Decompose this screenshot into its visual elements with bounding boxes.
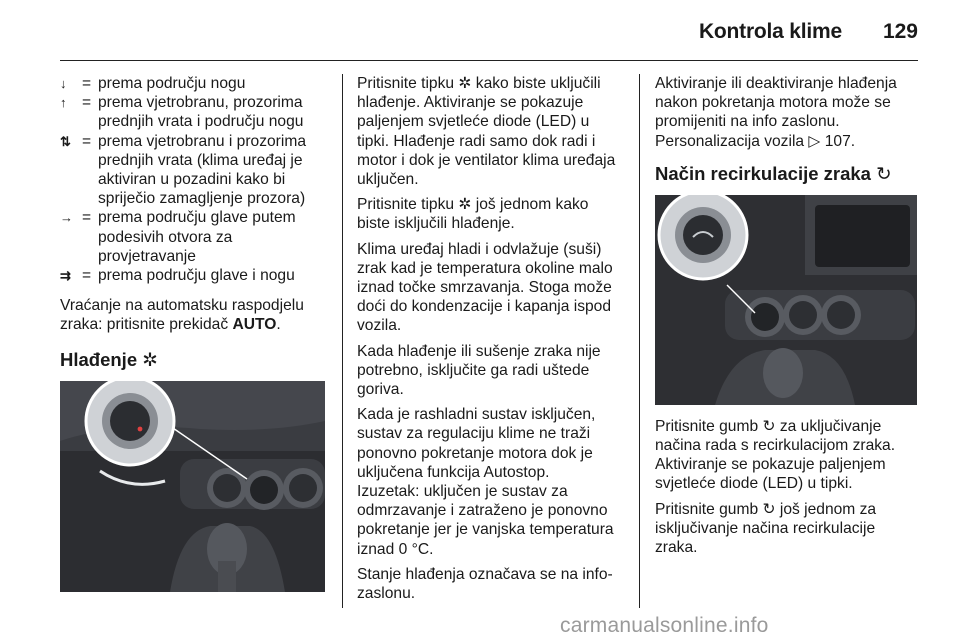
recirculation-panel-photo: [655, 195, 917, 405]
exception-paragraph: Izuzetak: uključen je sustav za odmrzavanje i zatraženo je ponovno pokretanje jer je vanjska temperatura iznad 0 °C.: [357, 483, 614, 558]
recirculation-panel-illustration: [655, 195, 917, 405]
personalization-link[interactable]: Personalizacija vozila ▷ 107.: [655, 132, 856, 150]
dehumidify-paragraph: Klima uređaj hladi i odvlažuje (suši) zrak kad je temperatura okoline malo iznad točke smrzavanja. Stoga može doći do kondenzacije i kapanja ispod vozila.: [357, 240, 613, 335]
head-vent-icon: →: [60, 210, 73, 226]
activation-paragraph: Aktiviranje ili deaktiviranje hlađenja nakon pokretanja motora može se promijeniti na info zaslonu.: [655, 75, 897, 131]
column-right: [655, 74, 915, 563]
column-middle: [357, 74, 623, 609]
definition-text: prema vjetrobranu, prozorima prednjih vrata i području nogu: [98, 94, 304, 131]
autostop-paragraph: Kada je rashladni sustav isključen, sustav za regulaciju klime ne traži ponovno pokretanje motora dok je uključena funkcija Autostop.: [357, 406, 596, 481]
definition-text: prema području glave i nogu: [98, 267, 295, 285]
recirculation-icon: ↻: [876, 162, 892, 184]
recirculation-off-paragraph: Pritisnite gumb ↻ još jednom za isključivanje načina recirkulacije zraka.: [655, 500, 877, 557]
cooling-status-paragraph: Stanje hlađenja označava se na info-zaslonu.: [357, 565, 613, 603]
head-floor-vent-icon: ⇉: [60, 268, 71, 284]
equals-sign: =: [82, 75, 92, 92]
windshield-vent-icon: ↑: [60, 95, 67, 111]
page-header: [0, 0, 960, 62]
equals-sign: =: [82, 267, 92, 285]
definition-item: [60, 74, 325, 93]
definition-text: prema vjetrobranu i prozorima prednjih vrata (klima uređaj je aktiviran u pozadini kako bi spriječio zamagljenje prozora): [98, 132, 307, 208]
cooling-heading: [60, 349, 325, 371]
auto-switch-label: AUTO: [232, 316, 277, 334]
snowflake-icon: ✲: [142, 348, 158, 370]
cooling-on-paragraph: Pritisnite tipku ✲ kako biste uključili hlađenje. Aktiviranje se pokazuje paljenjem svjetleće diode (LED) u tipki. Hlađenje radi samo dok radi i motor i dok je ventilator klima uređaja uključen.: [357, 75, 616, 189]
page-number: 129: [882, 20, 918, 43]
cooling-off-paragraph: Pritisnite tipku ✲ još jednom kako biste isključili hlađenje.: [357, 196, 589, 233]
recirculation-on-paragraph: Pritisnite gumb ↻ za uključivanje načina rada s recirkulacijom zraka. Aktiviranje se pokazuje paljenjem svjetleće diode (LED) u tipki.: [655, 417, 896, 493]
windshield-defrost-icon: ⇅: [60, 133, 71, 149]
definition-text: prema području glave putem podesivih otvora za provjetravanje: [98, 209, 296, 265]
definition-item: [60, 266, 325, 285]
definition-item: [60, 208, 325, 266]
equals-sign: =: [82, 132, 92, 150]
fuel-saving-paragraph: Kada hlađenje ili sušenje zraka nije potrebno, isključite ga radi uštede goriva.: [357, 342, 601, 399]
cooling-heading-text: Hlađenje: [60, 348, 138, 370]
column-left: [60, 74, 325, 592]
definition-text: prema području nogu: [98, 75, 246, 92]
recirculation-heading: [655, 163, 915, 185]
site-watermark: carmanualsonline.info: [560, 614, 769, 637]
recirculation-heading-text: Način recirkulacije zraka: [655, 162, 871, 184]
auto-paragraph: [60, 296, 325, 334]
floor-vent-icon: ↓: [60, 76, 67, 91]
climate-panel-illustration: [60, 381, 325, 592]
auto-text: Vraćanje na automatsku raspodjelu zraka: pritisnite prekidač: [60, 297, 304, 334]
equals-sign: =: [82, 209, 92, 227]
header-rule: [60, 60, 918, 61]
climate-panel-photo: [60, 381, 325, 592]
equals-sign: =: [82, 94, 92, 112]
definition-item: [60, 93, 325, 131]
auto-suffix: .: [276, 316, 281, 334]
column-divider: [342, 74, 343, 608]
section-title: Kontrola klime: [698, 20, 842, 43]
definition-item: [60, 132, 325, 209]
column-divider: [639, 74, 640, 608]
